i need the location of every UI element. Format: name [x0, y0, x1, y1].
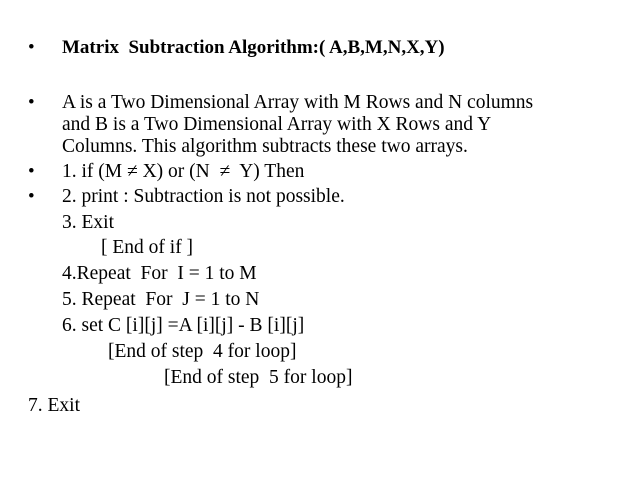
- step-7: 7. Exit: [28, 395, 80, 416]
- algorithm-title: Matrix Subtraction Algorithm:( A,B,M,N,X,Y): [62, 37, 445, 58]
- end-of-step-4: [End of step 4 for loop]: [108, 341, 297, 362]
- bullet-step-2: •: [28, 186, 35, 207]
- step-5: 5. Repeat For J = 1 to N: [62, 289, 260, 310]
- description-line-1: A is a Two Dimensional Array with M Rows and N columns: [62, 92, 534, 113]
- end-of-step-5: [End of step 5 for loop]: [164, 367, 353, 388]
- step-3: 3. Exit: [62, 212, 114, 233]
- end-of-if: [ End of if ]: [101, 237, 194, 258]
- description-line-2: and B is a Two Dimensional Array with X Rows and Y: [62, 114, 492, 135]
- step-4: 4.Repeat For I = 1 to M: [62, 263, 257, 284]
- step-6: 6. set C [i][j] =A [i][j] - B [i][j]: [62, 315, 305, 336]
- step-2: 2. print : Subtraction is not possible.: [62, 186, 345, 207]
- description-line-3: Columns. This algorithm subtracts these two arrays.: [62, 136, 468, 157]
- bullet-step-1: •: [28, 161, 35, 182]
- bullet-description: •: [28, 92, 35, 113]
- bullet-title: •: [28, 37, 35, 58]
- step-1: 1. if (M ≠ X) or (N ≠ Y) Then: [62, 161, 305, 182]
